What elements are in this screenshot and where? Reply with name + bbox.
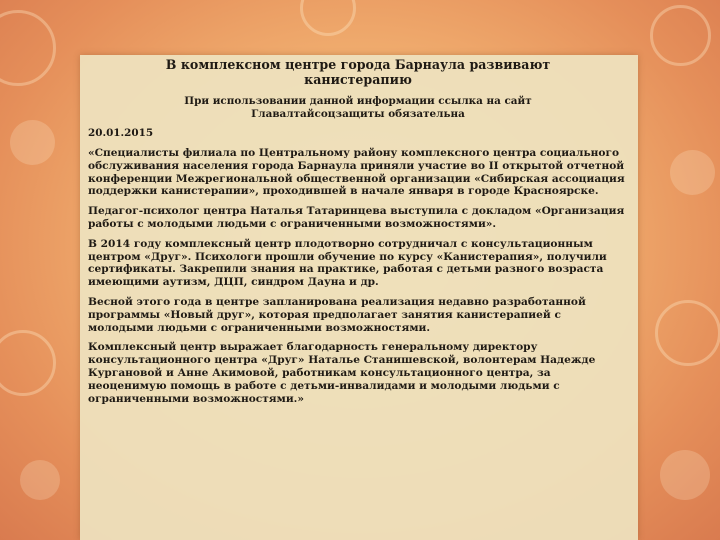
background-bokeh-circle [10, 120, 55, 165]
background-bokeh-circle [0, 10, 56, 86]
article-paragraph: Весной этого года в центре запланирована реализация недавно разработанной программы «Новый друг», которая предполагает занятия канистерапией с молодыми людьми с ограниченными возможностями. [88, 295, 586, 334]
background-bokeh-circle [670, 150, 715, 195]
article-paragraph: Комплексный центр выражает благодарность генеральному директору консультационного центра «Друг» Наталье Станишевской, волонтерам Надежде Кургановой и Анне Акимовой, работникам консультационного центра, за неоценимую помощь в работе с детьми-инвалидами и молодыми людьми с ограниченными возможностями.» [88, 341, 596, 405]
background-bokeh-circle [650, 5, 711, 66]
content-panel [80, 55, 638, 540]
article-paragraph: В 2014 году комплексный центр плодотворно сотрудничал с консультационным центром «Друг». Психологи прошли обучение по курсу «Канистерапия», получили сертификаты. Закрепили знания на практике, работая с детьми разного возраста имеющими аутизм, ДЦП, синдром Дауна и др. [88, 237, 607, 289]
publication-date: 20.01.2015 [88, 127, 154, 139]
article-paragraph: Педагог-психолог центра Наталья Татаринцева выступила с докладом «Организация работы с молодыми людьми с ограниченными возможностями». [88, 205, 625, 230]
background-bokeh-circle [0, 330, 56, 396]
background-bokeh-circle [660, 450, 710, 500]
background-bokeh-circle [300, 0, 356, 36]
article-paragraph: «Специалисты филиала по Центральному району комплексного центра социального обслуживания населения города Барнаула приняли участие во II открытой отчетной конференции Межрегиональной общественной организации «Сибирская ассоциация поддержки канистерапии», проходившей в начале января в городе Красноярске. [88, 147, 625, 198]
background-bokeh-circle [655, 300, 720, 366]
background-bokeh-circle [20, 460, 60, 500]
article-title: В комплексном центре города Барнаула развивают канистерапию [165, 57, 551, 87]
copyright-notice: При использовании данной информации ссылка на сайт Главалтайсоцзащиты обязательна [184, 95, 532, 120]
